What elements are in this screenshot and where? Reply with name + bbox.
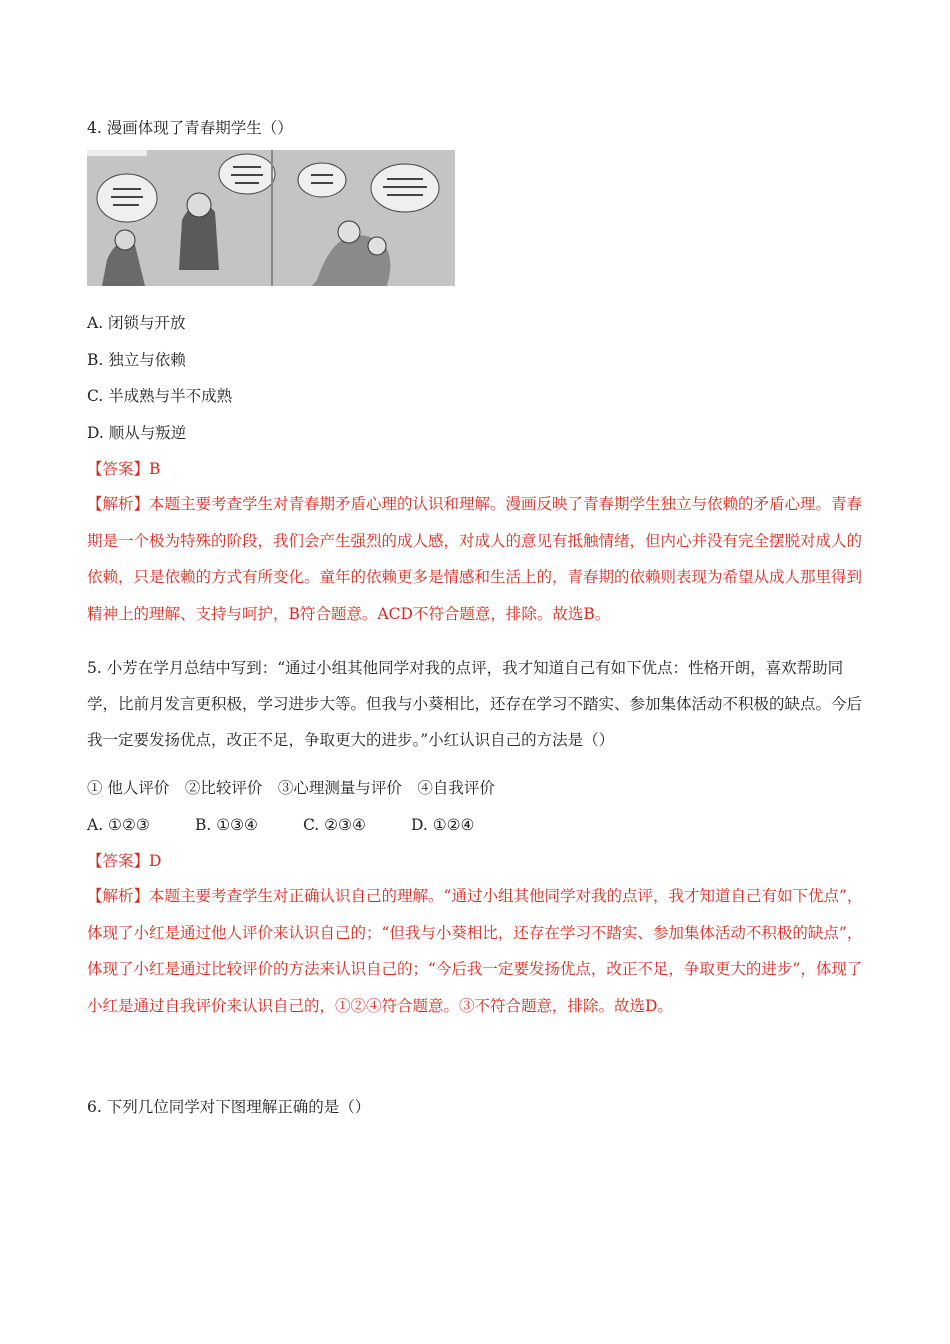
comic-illustration bbox=[87, 150, 455, 286]
q5-choice-c: C. ②③④ bbox=[303, 816, 366, 834]
q6-stem: 6. 下列几位同学对下图理解正确的是（） bbox=[87, 1098, 371, 1116]
q5-choices bbox=[87, 815, 474, 835]
q4-answer: 【答案】B bbox=[87, 460, 161, 478]
q4-option-a: A. 闭锁与开放 bbox=[87, 314, 186, 332]
q4-option-b: B. 独立与依赖 bbox=[87, 351, 186, 369]
q4-analysis-label: 【解析】 bbox=[87, 495, 150, 513]
q4-analysis bbox=[87, 486, 867, 632]
q4-stem: 4. 漫画体现了青春期学生（） bbox=[87, 119, 293, 137]
q5-analysis-label: 【解析】 bbox=[87, 887, 150, 905]
q5-stem: 5. 小芳在学月总结中写到：“通过小组其他同学对我的点评，我才知道自己有如下优点：性格开朗，喜欢帮助同学，比前月发言更积极，学习进步大等。但我与小葵相比，还存在学习不踏实、参加集体活动不积极的缺点。今后我一定要发扬优点，改正不足，争取更大的进步。”小红认识自己的方法是（） bbox=[87, 659, 863, 749]
q5-choice-a: A. ①②③ bbox=[87, 816, 150, 834]
q5-choice-d: D. ①②④ bbox=[411, 816, 475, 834]
q4-analysis-text: 本题主要考查学生对青春期矛盾心理的认识和理解。漫画反映了青春期学生独立与依赖的矛盾心理。青春期是一个极为特殊的阶段，我们会产生强烈的成人感，对成人的意见有抵触情绪，但内心并没有完全摆脱对成人的依赖，只是依赖的方式有所变化。童年的依赖更多是情感和生活上的，青春期的依赖则表现为希望从成人那里得到精神上的理解、支持与呵护，B符合题意。ACD不符合题意，排除。故选B。 bbox=[87, 495, 863, 623]
q5-analysis bbox=[87, 878, 867, 1024]
comic-drawing bbox=[87, 150, 455, 286]
q5-answer: 【答案】D bbox=[87, 852, 162, 870]
q5-choice-b: B. ①③④ bbox=[195, 816, 258, 834]
q4-option-c: C. 半成熟与半不成熟 bbox=[87, 387, 233, 405]
q4-option-d: D. 顺从与叛逆 bbox=[87, 424, 187, 442]
q5-analysis-text: 本题主要考查学生对正确认识自己的理解。“通过小组其他同学对我的点评，我才知道自己有如下优点”，体现了小红是通过他人评价来认识自己的；“但我与小葵相比，还存在学习不踏实、参加集体活动不积极的缺点”，体现了小红是通过比较评价的方法来认识自己的；“今后我一定要发扬优点，改正不足，争取更大的进步”，体现了小红是通过自我评价来认识自己的，①②④符合题意。③不符合题意，排除。故选D。 bbox=[87, 887, 863, 1015]
q5-items: ① 他人评价 ②比较评价 ③心理测量与评价 ④自我评价 bbox=[87, 779, 495, 797]
